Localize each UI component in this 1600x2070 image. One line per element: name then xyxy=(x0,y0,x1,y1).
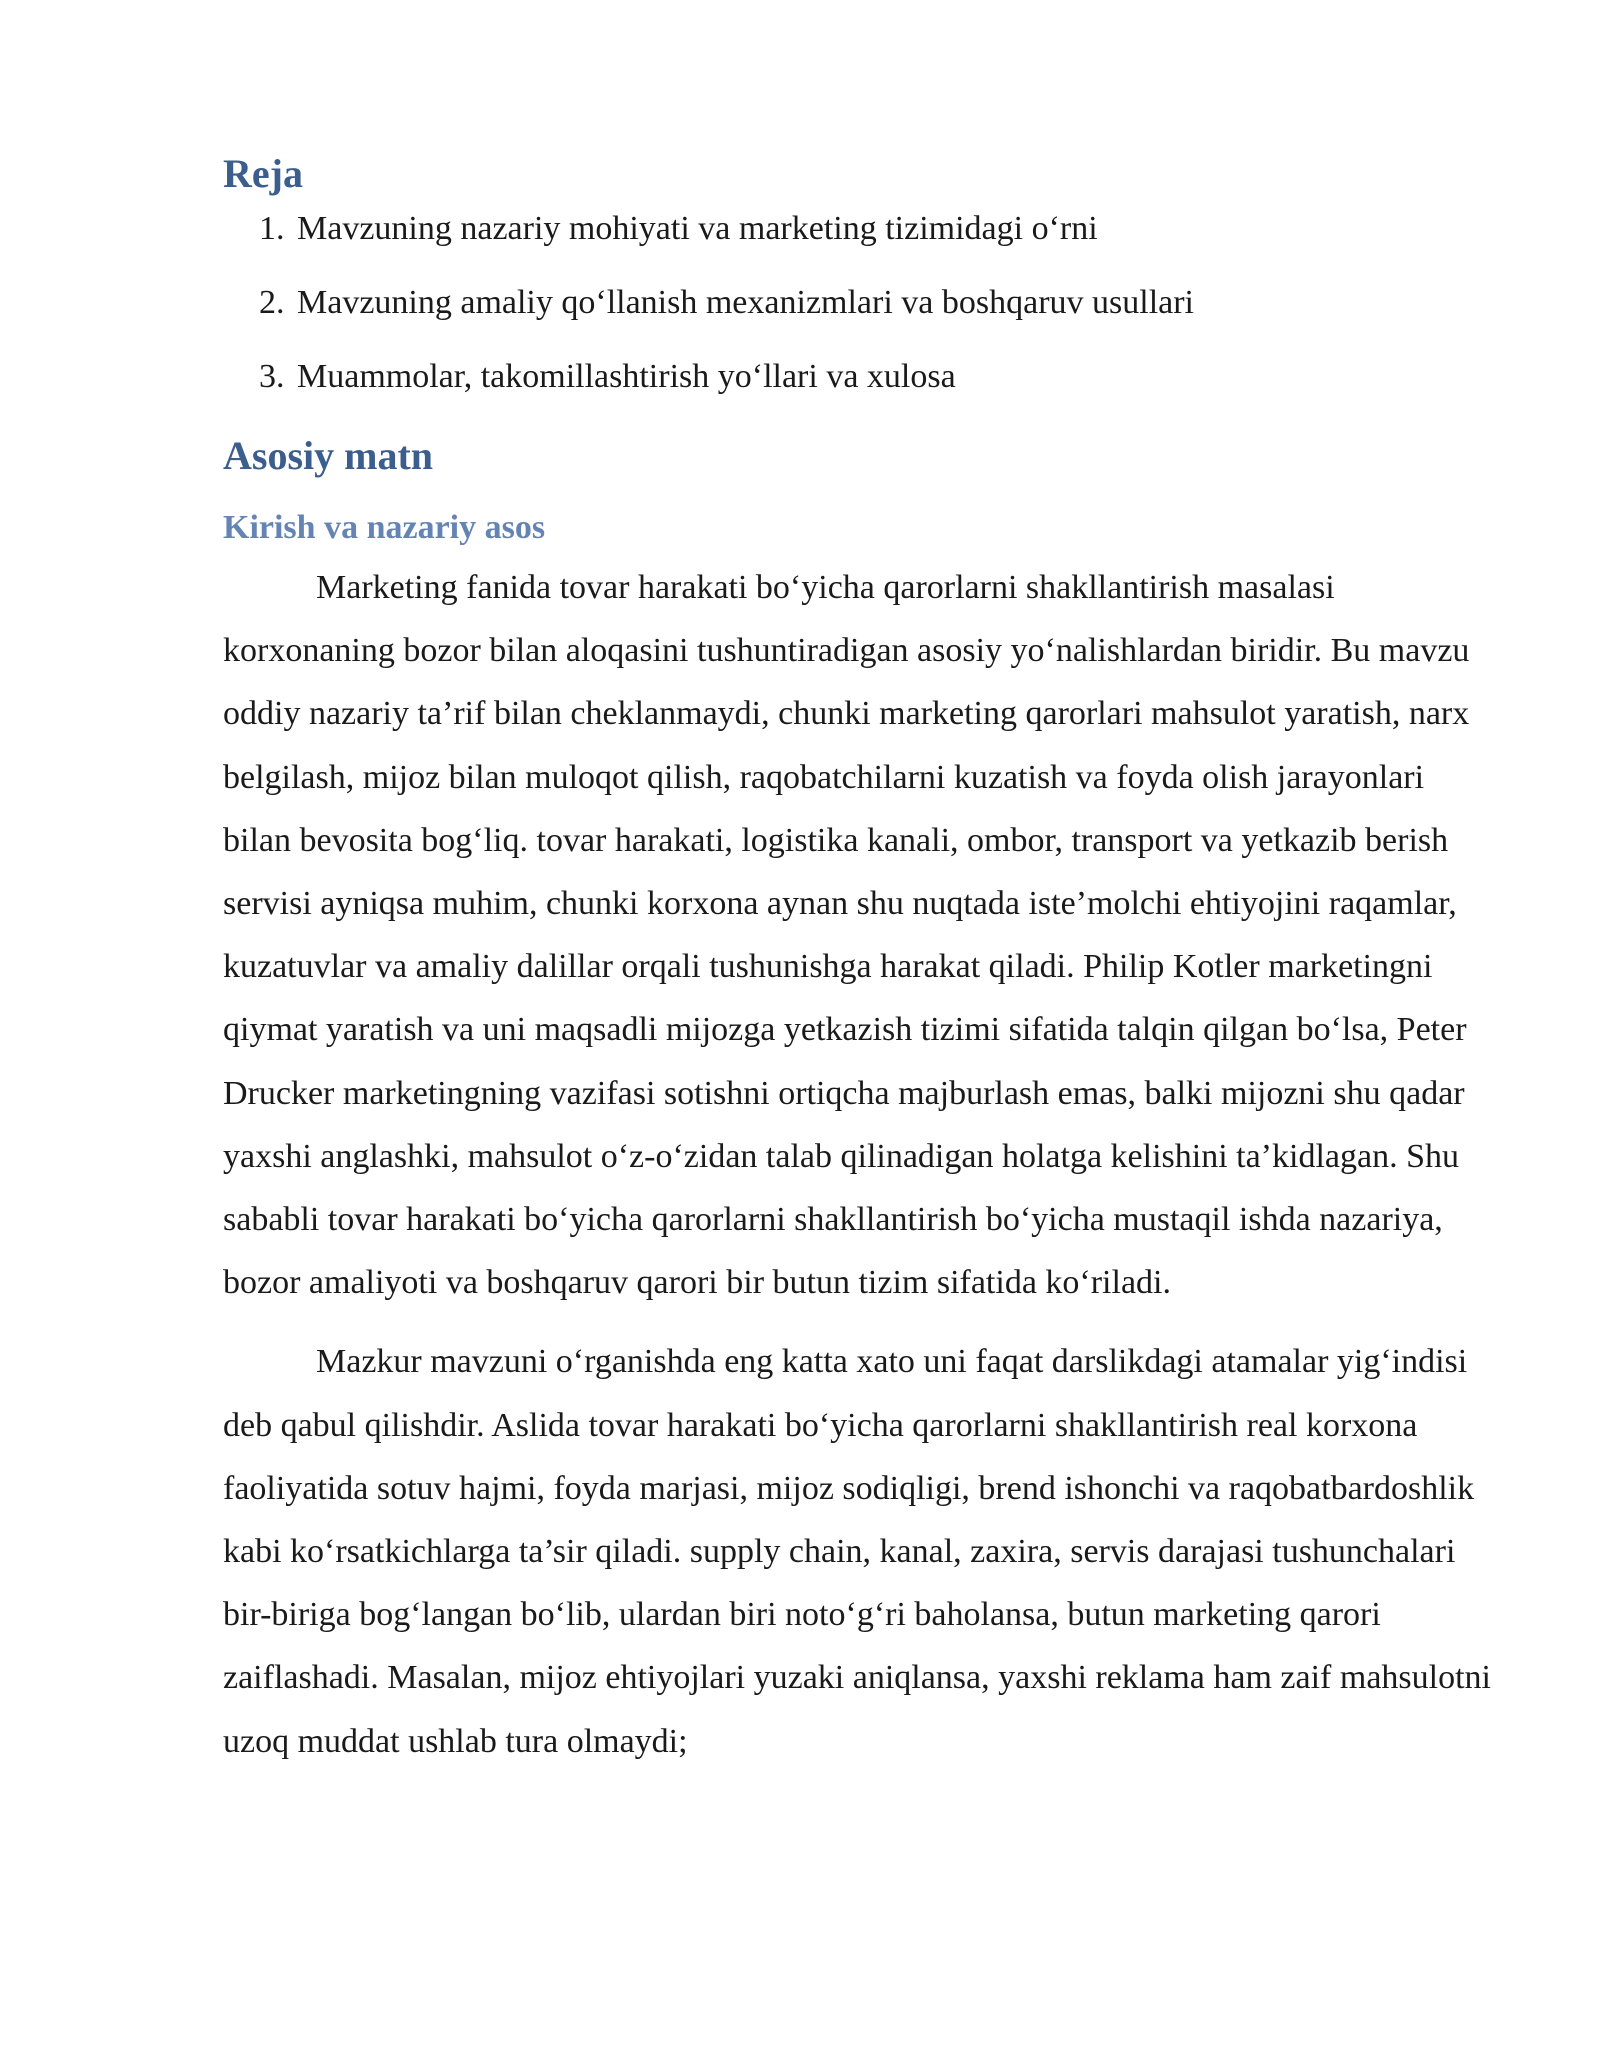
plan-item xyxy=(259,356,1493,398)
plan-item-text: Mavzuning amaliy qo‘llanish mexanizmlari va boshqaruv usullari xyxy=(297,284,1194,321)
plan-item-text: Mavzuning nazariy mohiyati va marketing tizimidagi o‘rni xyxy=(297,210,1098,247)
main-text-heading: Asosiy matn xyxy=(223,433,434,478)
plan-list xyxy=(223,208,1493,398)
plan-item-text: Muammolar, takomillashtirish yo‘llari va xulosa xyxy=(297,358,956,395)
plan-item xyxy=(259,282,1493,324)
plan-heading: Reja xyxy=(223,151,303,196)
body-paragraph: Mazkur mavzuni o‘rganishda eng katta xato uni faqat darslikdagi atamalar yig‘indisi deb qabul qilishdir. Aslida tovar harakati bo‘yicha qarorlarni shakllantirish real korxona faoliyatida sotuv hajmi, foyda marjasi, mijoz sodiqligi, brend ishonchi va raqobatbardoshlik kabi ko‘rsatkichlarga ta’sir qiladi. supply chain, kanal, zaxira, servis darajasi tushunchalari bir-biriga bog‘langan bo‘lib, ulardan biri noto‘g‘ri baholansa, butun marketing qarori zaiflashadi. Masalan, mijoz ehtiyojlari yuzaki aniqlansa, yaxshi reklama ham zaif mahsulotni uzoq muddat ushlab tura olmaydi; xyxy=(223,1343,1491,1760)
body-paragraph: Marketing fanida tovar harakati bo‘yicha qarorlarni shakllantirish masalasi korxonaning bozor bilan aloqasini tushuntiradigan asosiy yo‘nalishlardan biridir. Bu mavzu oddiy nazariy ta’rif bilan cheklanmaydi, chunki marketing qarorlari mahsulot yaratish, narx belgilash, mijoz bilan muloqot qilish, raqobatchilarni kuzatish va foyda olish jarayonlari bilan bevosita bog‘liq. tovar harakati, logistika kanali, ombor, transport va yetkazib berish servisi ayniqsa muhim, chunki korxona aynan shu nuqtada iste’molchi ehtiyojini raqamlar, kuzatuvlar va amaliy dalillar orqali tushunishga harakat qiladi. Philip Kotler marketingni qiymat yaratish va uni maqsadli mijozga yetkazish tizimi sifatida talqin qilgan bo‘lsa, Peter Drucker marketingning vazifasi sotishni ortiqcha majburlash emas, balki mijozni shu qadar yaxshi anglashki, mahsulot o‘z-o‘zidan talab qilinadigan holatga kelishini ta’kidlagan. Shu sababli tovar harakati bo‘yicha qarorlarni shakllantirish bo‘yicha mustaqil ishda nazariya, bozor amaliyoti va boshqaruv qarori bir butun tizim sifatida ko‘riladi. xyxy=(223,569,1470,1302)
plan-item-number: 2. xyxy=(259,284,285,321)
document-content xyxy=(223,148,1493,1773)
plan-item-number: 1. xyxy=(259,210,285,247)
plan-item xyxy=(259,208,1493,250)
intro-subheading: Kirish va nazariy asos xyxy=(223,509,546,546)
plan-item-number: 3. xyxy=(259,358,285,395)
